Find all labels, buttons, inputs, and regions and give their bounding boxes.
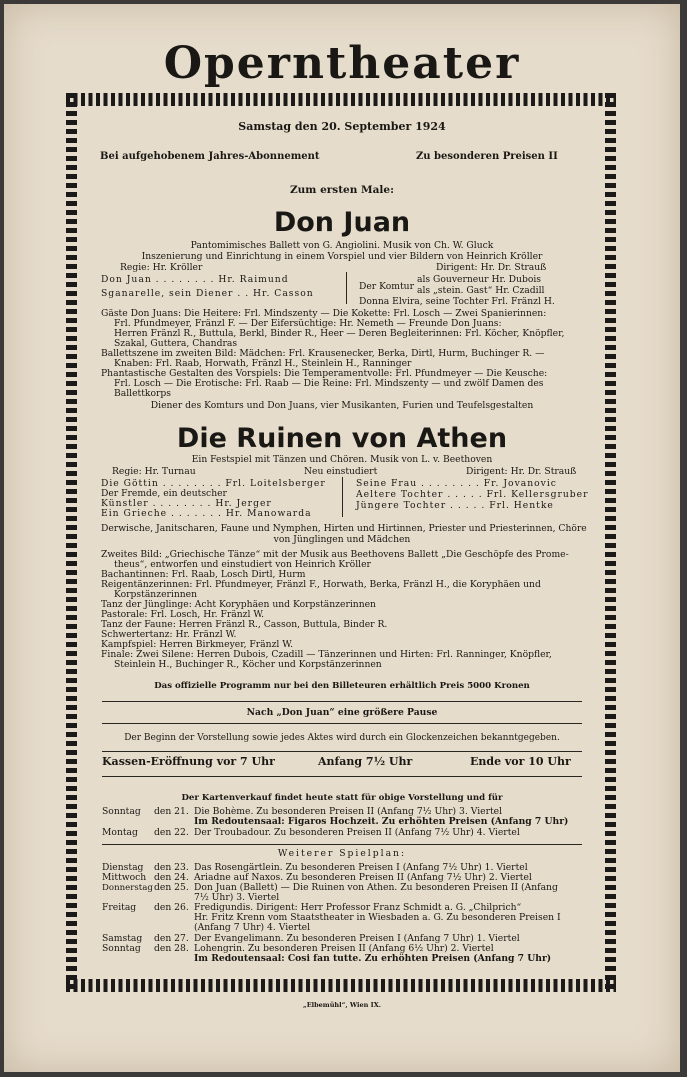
ruinen-dirigent: Dirigent: Hr. Dr. Strauß [466, 466, 577, 477]
schedule-text: Ariadne auf Naxos. Zu besonderen Preisen II (Anfang 7½ Uhr) 2. Viertel [194, 872, 532, 883]
komtur-label: Der Komtur [359, 281, 414, 292]
don-juan-regie: Regie: Hr. Kröller [120, 262, 203, 273]
second-image-line: Finale: Zwei Silene: Herren Dubois, Czadill — Tänzerinnen und Hirten: Frl. Ranninger, Knöpfler, [101, 649, 552, 660]
schedule-day: Mittwoch [102, 872, 147, 883]
sales-text: Die Bohème. Zu besonderen Preisen II (Anfang 7½ Uhr) 3. Viertel [194, 806, 503, 817]
sales-text: Im Redoutensaal: Figaros Hochzeit. Zu erhöhten Preisen (Anfang 7 Uhr) [194, 816, 569, 827]
cast-divider [346, 272, 347, 304]
border-top [66, 93, 616, 106]
don-juan-dirigent: Dirigent: Hr. Dr. Strauß [436, 262, 547, 273]
second-image-line: theus“, entworfen und einstudiert von Heinrich Kröller [114, 559, 371, 570]
schedule-date: den 26. [154, 902, 189, 913]
sales-day: Sonntag [102, 806, 141, 817]
don-juan-subtitle: Pantomimisches Ballett von G. Angiolini. Musik von Ch. W. Gluck [190, 240, 494, 251]
servants-line: Diener des Komturs und Don Juans, vier Musikanten, Furien und Teufelsgestalten [150, 400, 534, 411]
schedule-date: den 27. [154, 933, 189, 944]
bell-note: Der Beginn der Vorstellung sowie jedes Aktes wird durch ein Glockenzeichen bekanntgegeben. [124, 733, 560, 743]
price-note: Zu besonderen Preisen II [416, 151, 558, 162]
theater-title: Operntheater [163, 38, 521, 89]
schedule-day: Samstag [102, 933, 143, 944]
guest-line: Phantastische Gestalten des Vorspiels: Die Temperamentvolle: Frl. Pfundmeyer — Die Keusche: [101, 368, 548, 379]
second-image-line: Bachantinnen: Frl. Raab, Losch Dirtl, Hurm [101, 569, 306, 580]
schedule-text: Fredigundis. Dirigent: Herr Professor Franz Schmidt a. G. „Chilprich“ [194, 902, 522, 913]
guest-line: Gäste Don Juans: Die Heitere: Frl. Mindszenty — Die Kokette: Frl. Losch — Zwei Spanierinnen: [101, 308, 547, 319]
divider [102, 751, 582, 752]
komtur-role: als „stein. Gast“ Hr. Czadill [417, 285, 545, 296]
ruinen-regie: Regie: Hr. Turnau [112, 466, 196, 477]
cast-line: Die Göttin . . . . . . . . Frl. Loitelsberger [101, 478, 326, 489]
cast-line: Künstler . . . . . . . . Hr. Jerger [101, 498, 272, 509]
schedule-text: Der Evangelimann. Zu besonderen Preisen I (Anfang 7 Uhr) 1. Viertel [194, 933, 520, 944]
kassen-time: Kassen-Eröffnung vor 7 Uhr [102, 755, 275, 768]
guest-line: Herren Fränzl R., Buttula, Berkl, Binder R., Heer — Deren Begleiterinnen: Frl. Köcher, Knöpfler, [114, 328, 565, 339]
chorus-line: Derwische, Janitscharen, Faune und Nymphen, Hirten und Hirtinnen, Priester und Priesterinnen, Chöre [101, 523, 587, 534]
schedule-text: (Anfang 7 Uhr) 4. Viertel [194, 922, 311, 933]
first-time-label: Zum ersten Male: [290, 184, 394, 196]
schedule-text: Hr. Fritz Krenn vom Staatstheater in Wiesbaden a. G. Zu besonderen Preisen I [194, 912, 561, 923]
printer-imprint: „Elbemühl“, Wien IX. [302, 1001, 382, 1009]
don-juan-staging: Inszenierung und Einrichtung in einem Vorspiel und vier Bildern von Heinrich Kröller [141, 251, 543, 262]
cast-line: Der Fremde, ein deutscher [101, 488, 227, 499]
second-image-line: Tanz der Faune: Herren Fränzl R., Casson, Buttula, Binder R. [101, 619, 388, 630]
schedule-date: den 24. [154, 872, 189, 883]
chorus-line: von Jünglingen und Mädchen [273, 534, 411, 545]
schedule-day: Dienstag [102, 862, 144, 873]
schedule-day: Donnerstag [102, 883, 153, 893]
cast-line: Aeltere Tochter . . . . . Frl. Kellersgruber [356, 489, 589, 500]
ruinen-neu: Neu einstudiert [304, 466, 378, 477]
pause-note: Nach „Don Juan“ eine größere Pause [246, 707, 438, 718]
schedule-day: Freitag [102, 902, 137, 913]
playbill-sheet [4, 4, 680, 1072]
guest-line: Frl. Pfundmeyer, Fränzl F. — Der Eifersüchtige: Hr. Nemeth — Freunde Don Juans: [114, 318, 502, 329]
schedule-date: den 25. [154, 882, 189, 893]
second-image-line: Kampfspiel: Herren Birkmeyer, Fränzl W. [101, 639, 294, 650]
schedule-date: den 28. [154, 943, 189, 954]
border-bottom [66, 979, 616, 992]
second-image-line: Pastorale: Frl. Losch, Hr. Fränzl W. [101, 609, 265, 620]
cast-line: Ein Grieche . . . . . . . Hr. Manowarda [101, 508, 312, 519]
divider [102, 701, 582, 702]
guest-line: Knaben: Frl. Raab, Horwath, Fränzl H., Steinlein H., Ranninger [114, 358, 412, 369]
program-note: Das offizielle Programm nur bei den Billeteuren erhältlich Preis 5000 Kronen [154, 681, 530, 691]
second-image-line: Tanz der Jünglinge: Acht Koryphäen und Korpstänzerinnen [101, 599, 376, 610]
subscription-note: Bei aufgehobenem Jahres-Abonnement [100, 151, 320, 162]
end-time: Ende vor 10 Uhr [470, 755, 571, 768]
sales-text: Der Troubadour. Zu besonderen Preisen II (Anfang 7½ Uhr) 4. Viertel [194, 827, 520, 838]
second-image-line: Reigentänzerinnen: Frl. Pfundmeyer, Fränzl F., Horwath, Berka, Fränzl H., die Koryphäen und [101, 579, 541, 590]
schedule-date: den 23. [154, 862, 189, 873]
sales-date: den 22. [154, 827, 189, 838]
ticket-sales-note: Der Kartenverkauf findet heute statt für obige Vorstellung und für [181, 793, 503, 803]
cast-divider [342, 477, 343, 517]
cast-line: Sganarelle, sein Diener . . Hr. Casson [101, 288, 314, 299]
spielplan-title: Weiterer Spielplan: [277, 848, 407, 859]
schedule-text: Im Redoutensaal: Cosi fan tutte. Zu erhöhten Preisen (Anfang 7 Uhr) [194, 953, 552, 964]
schedule-text: Don Juan (Ballett) — Die Ruinen von Athen. Zu besonderen Preisen II (Anfang [194, 882, 558, 893]
don-juan-title: Don Juan [273, 207, 411, 238]
schedule-text: 7½ Uhr) 3. Viertel [194, 892, 280, 903]
divider [102, 844, 582, 845]
guest-line: Szakal, Guttera, Chandras [114, 338, 238, 349]
second-image-line: Zweites Bild: „Griechische Tänze“ mit der Musik aus Beethovens Ballett „Die Geschöpfe des Prome- [101, 549, 569, 560]
schedule-text: Das Rosengärtlein. Zu besonderen Preisen I (Anfang 7½ Uhr) 1. Viertel [194, 862, 528, 873]
divider [102, 776, 582, 777]
ruinen-title: Die Ruinen von Athen [176, 423, 508, 454]
cast-line: Jüngere Tochter . . . . . Frl. Hentke [356, 500, 554, 511]
cast-line: Don Juan . . . . . . . . Hr. Raimund [101, 274, 289, 285]
guest-line: Ballettkorps [114, 388, 172, 399]
elvira-line: Donna Elvira, seine Tochter Frl. Fränzl H. [359, 296, 555, 307]
second-image-line: Steinlein H., Buchinger R., Köcher und Korpstänzerinnen [114, 659, 382, 670]
start-time: Anfang 7½ Uhr [318, 755, 413, 768]
ruinen-subtitle: Ein Festspiel mit Tänzen und Chören. Musik von L. v. Beethoven [191, 454, 493, 465]
guest-line: Frl. Losch — Die Erotische: Frl. Raab — Die Reine: Frl. Mindszenty — und zwölf Damen des [114, 378, 544, 389]
performance-date: Samstag den 20. September 1924 [238, 120, 446, 133]
second-image-line: Korpstänzerinnen [114, 589, 198, 600]
sales-day: Montag [102, 827, 138, 838]
komtur-role: als Gouverneur Hr. Dubois [417, 274, 542, 285]
second-image-line: Schwertertanz: Hr. Fränzl W. [101, 629, 237, 640]
divider [102, 723, 582, 724]
schedule-text: Lohengrin. Zu besonderen Preisen II (Anfang 6½ Uhr) 2. Viertel [194, 943, 494, 954]
cast-line: Seine Frau . . . . . . . . Fr. Jovanovic [356, 478, 557, 489]
guest-line: Ballettszene im zweiten Bild: Mädchen: Frl. Krausenecker, Berka, Dirtl, Hurm, Buchinger R. — [101, 348, 545, 359]
schedule-day: Sonntag [102, 943, 141, 954]
sales-date: den 21. [154, 806, 189, 817]
